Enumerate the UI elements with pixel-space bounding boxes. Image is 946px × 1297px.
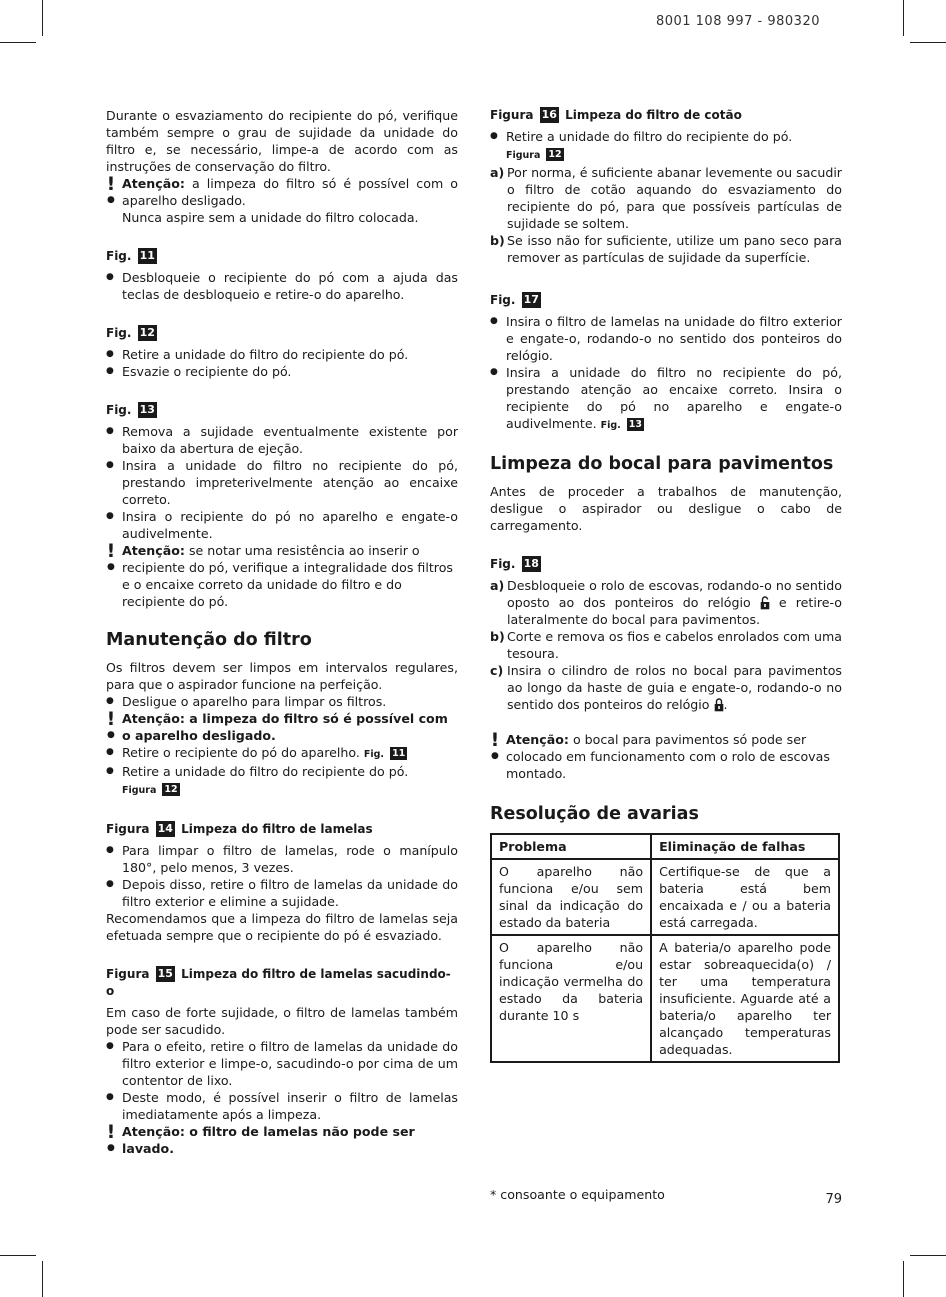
list-item: ● Insira o filtro de lamelas na unidade do filtro exterior e engate-o, rodando-o no sentido dos ponteiros do relógio. <box>490 313 842 364</box>
warning-exclamation-icon: ! <box>106 708 116 730</box>
warning-note <box>106 542 458 610</box>
fig-label: Figura <box>106 822 150 836</box>
table-cell: O aparelho não funciona e/ou indicação vermelha do estado da bateria durante 10 s <box>491 935 651 1062</box>
section-heading-filter-maintenance: Manutenção do filtro <box>106 630 312 650</box>
figure-badge: 12 <box>139 326 155 339</box>
figure-badge: 13 <box>628 419 643 430</box>
warning-note <box>106 175 458 226</box>
section-heading-troubleshooting: Resolução de avarias <box>490 804 699 824</box>
step-letter: b) <box>490 233 505 248</box>
table-cell: Certifique-se de que a bateria está bem encaixada e / ou a bateria está carregada. <box>651 859 839 935</box>
step-letter: a) <box>490 578 505 593</box>
footnote: * consoante o equipamento <box>490 1187 665 1202</box>
fig-title: Limpeza do filtro de lamelas sacudindo-o <box>106 967 451 998</box>
lock-icon <box>714 698 724 712</box>
step-text: . <box>723 697 728 712</box>
step-text: Insira o cilindro de rolos no bocal para pavimentos ao longo da haste de guia e engate-o, rodando-o no sentido dos ponteiros do relógio <box>507 663 842 712</box>
list-item-text: Retire o recipiente do pó do aparelho. <box>122 745 360 760</box>
fig-label: Fig. <box>106 249 132 263</box>
warning-exclamation-icon: ! <box>106 1121 116 1143</box>
fig16-list <box>490 128 842 164</box>
warning-note <box>490 731 842 782</box>
list-item: ● Desbloqueie o recipiente do pó com a ajuda das teclas de desbloqueio e retire-o do aparelho. <box>106 269 458 303</box>
warning-dot-icon: ● <box>107 195 115 205</box>
list-item-text: Retire a unidade do filtro do recipiente do pó. <box>506 129 793 144</box>
table-row <box>491 859 839 935</box>
warning-text-2: Nunca aspire sem a unidade do filtro colocada. <box>122 210 419 225</box>
maintenance-list-2 <box>106 744 458 799</box>
unlock-icon <box>760 596 770 610</box>
list-item: ● Insira o recipiente do pó no aparelho e engate-o audivelmente. <box>106 508 458 542</box>
warning-note <box>106 1123 458 1157</box>
fig14-recommendation: Recomendamos que a limpeza do filtro de lamelas seja efetuada sempre que o recipiente do pó é esvaziado. <box>106 911 458 943</box>
troubleshooting-table <box>490 833 840 1063</box>
warning-exclamation-icon: ! <box>106 540 116 562</box>
crop-mark <box>42 1261 43 1297</box>
figure-badge: 11 <box>139 249 155 262</box>
fig16-steps <box>490 164 842 266</box>
warning-dot-icon: ● <box>107 562 115 572</box>
crop-mark <box>903 1261 904 1297</box>
figure-badge: 17 <box>523 293 539 306</box>
document-code: 8001 108 997 - 980320 <box>655 14 820 29</box>
fig11-list <box>106 269 458 303</box>
table-header-row <box>491 834 839 859</box>
floor-nozzle-intro: Antes de proceder a trabalhos de manutenção, desligue o aspirador ou desligue o cabo de carregamento. <box>490 484 842 533</box>
list-item-text: Retire a unidade do filtro do recipiente do pó. <box>122 764 409 779</box>
list-item: ● Deste modo, é possível inserir o filtro de lamelas imediatamente após a limpeza. <box>106 1089 458 1123</box>
left-column <box>106 107 458 1157</box>
fig-heading-13 <box>106 402 458 419</box>
fig-label: Figura <box>106 967 150 981</box>
fig-ref-label: Fig. <box>363 749 385 760</box>
figure-badge: 12 <box>548 149 562 160</box>
warning-text: Atenção: a limpeza do filtro só é possível com o aparelho desligado. <box>122 711 448 743</box>
crop-mark <box>910 42 946 43</box>
step-letter: c) <box>490 663 504 678</box>
fig12-list <box>106 346 458 380</box>
figure-badge: 18 <box>523 557 539 570</box>
fig-heading-17 <box>490 292 842 309</box>
list-item: ● Retire a unidade do filtro do recipiente do pó. <box>106 346 458 363</box>
figure-badge: 16 <box>541 108 557 121</box>
list-item-text: Insira a unidade do filtro no recipiente do pó, prestando atenção ao encaixe correto. Insira o recipiente do pó no aparelho e engate-o audivelmente. <box>506 365 842 431</box>
fig13-list <box>106 423 458 542</box>
table-row <box>491 935 839 1062</box>
fig-ref-label: Figura <box>506 150 541 161</box>
step-item <box>490 232 842 266</box>
list-item: ● Desligue o aparelho para limpar os filtros. <box>106 693 458 710</box>
step-text: e retire-o lateralmente do bocal para pavimentos. <box>507 595 842 627</box>
warning-dot-icon: ● <box>107 1143 115 1153</box>
fig-label: Figura <box>490 108 534 122</box>
warning-label: Atenção: <box>122 543 185 558</box>
list-item: ● Esvazie o recipiente do pó. <box>106 363 458 380</box>
list-item: ● Insira a unidade do filtro no recipiente do pó, prestando impreterivelmente atenção ao encaixe correto. <box>106 457 458 508</box>
crop-mark <box>0 42 36 43</box>
warning-text: Atenção: o filtro de lamelas não pode ser lavado. <box>122 1124 415 1156</box>
fig15-list <box>106 1038 458 1123</box>
figure-badge: 12 <box>164 784 178 795</box>
list-item <box>490 364 842 434</box>
intro-paragraph: Durante o esvaziamento do recipiente do pó, verifique também sempre o grau de sujidade da unidade do filtro e, se necessário, limpe-a de acordo com as instruções de conservação do filtro. <box>106 108 458 174</box>
step-item <box>490 164 842 232</box>
fig-label: Fig. <box>106 403 132 417</box>
step-text: Corte e remova os fios e cabelos enrolados com uma tesoura. <box>507 629 842 661</box>
step-text: Por norma, é suficiente abanar levemente ou sacudir o filtro de cotão aquando do esvaziamento do recipiente do pó, para que possíveis partículas de sujidade se soltem. <box>507 165 842 231</box>
list-item: ● Remova a sujidade eventualmente existente por baixo da abertura de ejeção. <box>106 423 458 457</box>
warning-exclamation-icon: ! <box>106 173 116 195</box>
fig-heading-14 <box>106 821 458 838</box>
fig-title: Limpeza do filtro de lamelas <box>181 822 373 836</box>
figure-badge: 13 <box>139 403 155 416</box>
fig-heading-15 <box>106 966 458 1000</box>
fig-heading-12 <box>106 325 458 342</box>
fig-label: Fig. <box>106 326 132 340</box>
fig-heading-16 <box>490 107 842 124</box>
maintenance-intro: Os filtros devem ser limpos em intervalos regulares, para que o aspirador funcione na perfeição. <box>106 660 458 692</box>
step-text: Desbloqueie o rolo de escovas, rodando-o no sentido oposto ao dos ponteiros do relógio <box>507 578 842 610</box>
list-item <box>490 128 842 164</box>
list-item: ● Para o efeito, retire o filtro de lamelas da unidade do filtro exterior e limpe-o, sacudindo-o por cima de um contentor de lixo. <box>106 1038 458 1089</box>
figure-badge: 11 <box>392 748 406 759</box>
step-item <box>490 628 842 662</box>
page-number: 79 <box>825 1192 842 1207</box>
warning-label: Atenção: <box>122 176 185 191</box>
maintenance-list <box>106 693 458 710</box>
table-cell: O aparelho não funciona e/ou sem sinal da indicação do estado da bateria <box>491 859 651 935</box>
table-cell: A bateria/o aparelho pode estar sobreaquecida(o) / ter uma temperatura insuficiente. Aguarde até a bateria/o aparelho ter alcançado temperaturas adequadas. <box>651 935 839 1062</box>
warning-label: Atenção: <box>506 732 569 747</box>
step-letter: b) <box>490 629 505 644</box>
list-item <box>106 744 458 763</box>
crop-mark <box>42 0 43 36</box>
step-text: Se isso não for suficiente, utilize um pano seco para remover as partículas de sujidade da superfície. <box>507 233 842 265</box>
table-header-cell: Eliminação de falhas <box>651 834 839 859</box>
warning-text: o bocal para pavimentos só pode ser colocado em funcionamento com o rolo de escovas montado. <box>506 732 830 781</box>
fig18-steps <box>490 577 842 713</box>
warning-dot-icon: ● <box>491 751 499 761</box>
warning-text: se notar uma resistência ao inserir o recipiente do pó, verifique a integralidade dos filtros e o encaixe correto da unidade do filtro e do recipiente do pó. <box>122 543 453 609</box>
table-header-cell: Problema <box>491 834 651 859</box>
warning-dot-icon: ● <box>107 730 115 740</box>
fig-heading-11 <box>106 248 458 265</box>
step-item <box>490 662 842 713</box>
fig-ref-label: Figura <box>122 785 157 796</box>
fig-heading-18 <box>490 556 842 573</box>
crop-mark <box>910 1255 946 1256</box>
figure-badge: 15 <box>157 967 173 980</box>
step-item <box>490 577 842 628</box>
step-letter: a) <box>490 165 505 180</box>
list-item <box>106 763 458 799</box>
crop-mark <box>903 0 904 36</box>
fig17-list <box>490 313 842 434</box>
figure-badge: 14 <box>157 822 173 835</box>
warning-exclamation-icon: ! <box>490 729 500 751</box>
fig-label: Fig. <box>490 293 516 307</box>
fig-label: Fig. <box>490 557 516 571</box>
fig14-list <box>106 842 458 910</box>
fig-ref-label: Fig. <box>600 420 621 431</box>
fig-title: Limpeza do filtro de cotão <box>565 108 742 122</box>
list-item: ● Para limpar o filtro de lamelas, rode o manípulo 180°, pelo menos, 3 vezes. <box>106 842 458 876</box>
fig15-intro: Em caso de forte sujidade, o filtro de lamelas também pode ser sacudido. <box>106 1005 458 1037</box>
crop-mark <box>0 1255 36 1256</box>
section-heading-floor-nozzle: Limpeza do bocal para pavimentos <box>490 454 834 474</box>
warning-text: a limpeza do filtro só é possível com o aparelho desligado. <box>122 176 458 208</box>
right-column <box>490 107 842 1063</box>
warning-note <box>106 710 458 744</box>
list-item: ● Depois disso, retire o filtro de lamelas da unidade do filtro exterior e elimine a sujidade. <box>106 876 458 910</box>
